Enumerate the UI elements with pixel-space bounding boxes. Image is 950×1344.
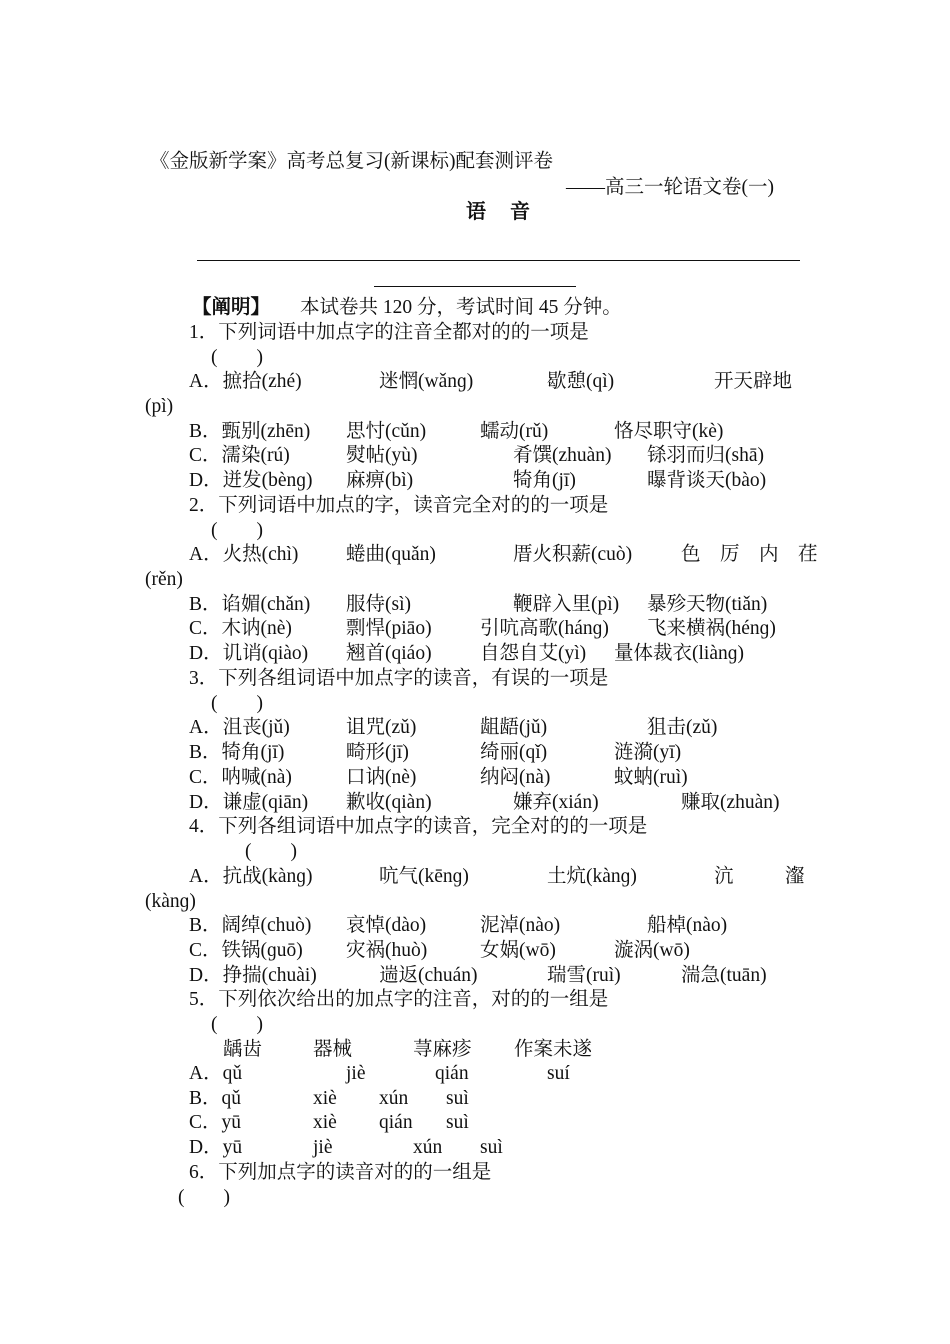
q5-option-a-4: suí: [547, 1063, 570, 1084]
q3-option-c-2: 口讷(nè): [346, 767, 417, 788]
q4-option-a-2: 吭气(kēnɡ): [379, 866, 469, 887]
q5-option-b-2: xiè: [313, 1088, 337, 1109]
q5-word-3: 荨麻疹: [413, 1039, 472, 1060]
q1-option-c-2: 熨帖(yù): [346, 445, 418, 466]
q5-option-c-3: qián: [379, 1112, 413, 1133]
q3-option-c-1: C．呐喊(nà): [189, 767, 292, 788]
q2-option-b-1: B．谄媚(chǎn): [189, 594, 311, 615]
q5-word-4: 作案未遂: [514, 1039, 593, 1060]
note-label: 【阐明】: [192, 297, 271, 318]
q1-option-b-1: B．甄别(zhēn): [189, 421, 311, 442]
q5-option-a-2: jiè: [346, 1063, 366, 1084]
q4-option-b-1: B．阔绰(chuò): [189, 915, 312, 936]
q2-option-b-4: 暴殄天物(tiǎn): [647, 594, 768, 615]
q5-word-1: 龋齿: [223, 1039, 263, 1060]
fill-in-rule-long: [197, 260, 800, 261]
q1-option-d-2: 麻痹(bì): [346, 470, 414, 491]
q3-option-a-4: 狙击(zǔ): [647, 717, 718, 738]
q1-option-c-4: 铩羽而归(shā): [647, 445, 764, 466]
note-text: 本试卷共 120 分，考试时间 45 分钟。: [300, 297, 622, 318]
q2-stem: 2．下列词语中加点的字，读音完全对的的一项是: [189, 495, 609, 516]
q4-option-b-3: 泥淖(nào): [480, 915, 561, 936]
document-subtitle: ——高三一轮语文卷(一): [566, 177, 774, 198]
q4-option-d-1: D．挣揣(chuài): [189, 965, 317, 986]
q6-stem: 6．下列加点字的读音对的的一组是: [189, 1162, 492, 1183]
q4-option-d-3: 瑞雪(ruì): [547, 965, 621, 986]
document-title: 《金版新学案》高考总复习(新课标)配套测评卷: [150, 151, 553, 172]
q4-option-b-4: 船棹(nào): [647, 915, 728, 936]
section-title: 语 音: [466, 201, 532, 223]
q5-option-a-3: qián: [435, 1063, 469, 1084]
q2-option-d-3: 自怨自艾(yì): [480, 643, 587, 664]
q5-option-a-1: A．qǔ: [189, 1063, 243, 1084]
q1-option-b-4: 恪尽职守(kè): [614, 421, 724, 442]
q4-option-c-1: C．铁锅(ɡuō): [189, 940, 303, 961]
q1-option-c-1: C．濡染(rú): [189, 445, 290, 466]
q1-option-d-4: 曝背谈天(bào): [647, 470, 767, 491]
q2-option-b-3: 鞭辟入里(pì): [513, 594, 620, 615]
q1-option-b-3: 蠕动(rǔ): [480, 421, 549, 442]
q4-option-c-2: 灾祸(huò): [346, 940, 428, 961]
q2-option-d-4: 量体裁衣(liànɡ): [614, 643, 744, 664]
q1-answer-paren: ( ): [211, 347, 263, 368]
q4-option-b-2: 哀悼(dào): [346, 915, 427, 936]
q2-option-c-3: 引吭高歌(hánɡ): [480, 618, 609, 639]
q2-option-a-2: 蜷曲(quǎn): [346, 544, 436, 565]
q3-option-a-2: 诅咒(zǔ): [346, 717, 417, 738]
q2-option-c-4: 飞来横祸(hénɡ): [647, 618, 776, 639]
q5-option-d-1: D．yū: [189, 1137, 243, 1158]
q1-option-d-1: D．迸发(bènɡ): [189, 470, 313, 491]
q1-option-c-3: 肴馔(zhuàn): [513, 445, 612, 466]
q4-option-a-wrap: (kànɡ): [145, 891, 196, 912]
q1-option-a-1: A．摭拾(zhé): [189, 371, 302, 392]
q4-answer-paren: ( ): [245, 841, 297, 862]
q2-option-a-3: 厝火积薪(cuò): [513, 544, 633, 565]
q5-option-b-3: xún: [379, 1088, 409, 1109]
q6-answer-paren: ( ): [178, 1187, 230, 1208]
q5-option-d-4: suì: [480, 1137, 503, 1158]
q2-option-a-4: 色 厉 内 荏: [681, 544, 818, 565]
q2-option-d-1: D．讥诮(qiào): [189, 643, 309, 664]
q4-option-a-1: A．抗战(kànɡ): [189, 866, 313, 887]
fill-in-rule-short: [374, 286, 576, 287]
q2-option-d-2: 翘首(qiáo): [346, 643, 432, 664]
q3-option-a-1: A．沮丧(jǔ): [189, 717, 290, 738]
q5-answer-paren: ( ): [211, 1014, 263, 1035]
q3-option-c-4: 蚊蚋(ruì): [614, 767, 688, 788]
q5-stem: 5．下列依次给出的加点字的注音，对的的一组是: [189, 989, 609, 1010]
q3-option-d-1: D．谦虚(qiān): [189, 792, 309, 813]
q5-option-b-4: suì: [446, 1088, 469, 1109]
q3-stem: 3．下列各组词语中加点字的读音，有误的一项是: [189, 668, 609, 689]
q3-option-b-3: 绮丽(qǐ): [480, 742, 548, 763]
q4-option-d-4: 湍急(tuān): [681, 965, 767, 986]
q5-option-d-3: xún: [413, 1137, 443, 1158]
q3-option-d-2: 歉收(qiàn): [346, 792, 432, 813]
q2-option-c-1: C．木讷(nè): [189, 618, 292, 639]
q4-option-a-4: 沆: [714, 866, 734, 887]
q3-option-b-4: 涟漪(yī): [614, 742, 682, 763]
q4-option-a-5: 瀣: [785, 866, 805, 887]
q4-option-d-2: 遄返(chuán): [379, 965, 478, 986]
q5-option-c-2: xiè: [313, 1112, 337, 1133]
q1-option-a-2: 迷惘(wǎnɡ): [379, 371, 474, 392]
q3-option-c-3: 纳闷(nà): [480, 767, 551, 788]
q3-answer-paren: ( ): [211, 693, 263, 714]
q3-option-b-2: 畸形(jī): [346, 742, 409, 763]
q3-option-b-1: B．犄角(jī): [189, 742, 285, 763]
q2-option-c-2: 剽悍(piāo): [346, 618, 432, 639]
q1-option-b-2: 思忖(cǔn): [346, 421, 427, 442]
q4-option-a-3: 土炕(kànɡ): [547, 866, 637, 887]
q5-option-c-1: C．yū: [189, 1112, 242, 1133]
q1-option-a-4: 开天辟地: [714, 371, 793, 392]
q3-option-d-3: 嫌弃(xián): [513, 792, 599, 813]
q5-word-2: 器械: [313, 1039, 353, 1060]
q5-option-c-4: suì: [446, 1112, 469, 1133]
q2-option-b-2: 服侍(sì): [346, 594, 411, 615]
q4-stem: 4．下列各组词语中加点字的读音，完全对的的一项是: [189, 816, 648, 837]
q4-option-c-3: 女娲(wō): [480, 940, 556, 961]
q3-option-a-3: 龃龉(jǔ): [480, 717, 548, 738]
q2-answer-paren: ( ): [211, 520, 263, 541]
q2-option-a-1: A．火热(chì): [189, 544, 299, 565]
q2-option-a-wrap: (rěn): [145, 569, 183, 590]
q1-option-d-3: 犄角(jī): [513, 470, 576, 491]
q5-option-b-1: B．qǔ: [189, 1088, 242, 1109]
q1-stem: 1．下列词语中加点字的注音全都对的的一项是: [189, 322, 589, 343]
q1-option-a-wrap: (pì): [145, 396, 174, 417]
q5-option-d-2: jiè: [313, 1137, 333, 1158]
q4-option-c-4: 漩涡(wō): [614, 940, 690, 961]
q1-option-a-3: 歇憩(qì): [547, 371, 615, 392]
q3-option-d-4: 赚取(zhuàn): [681, 792, 780, 813]
